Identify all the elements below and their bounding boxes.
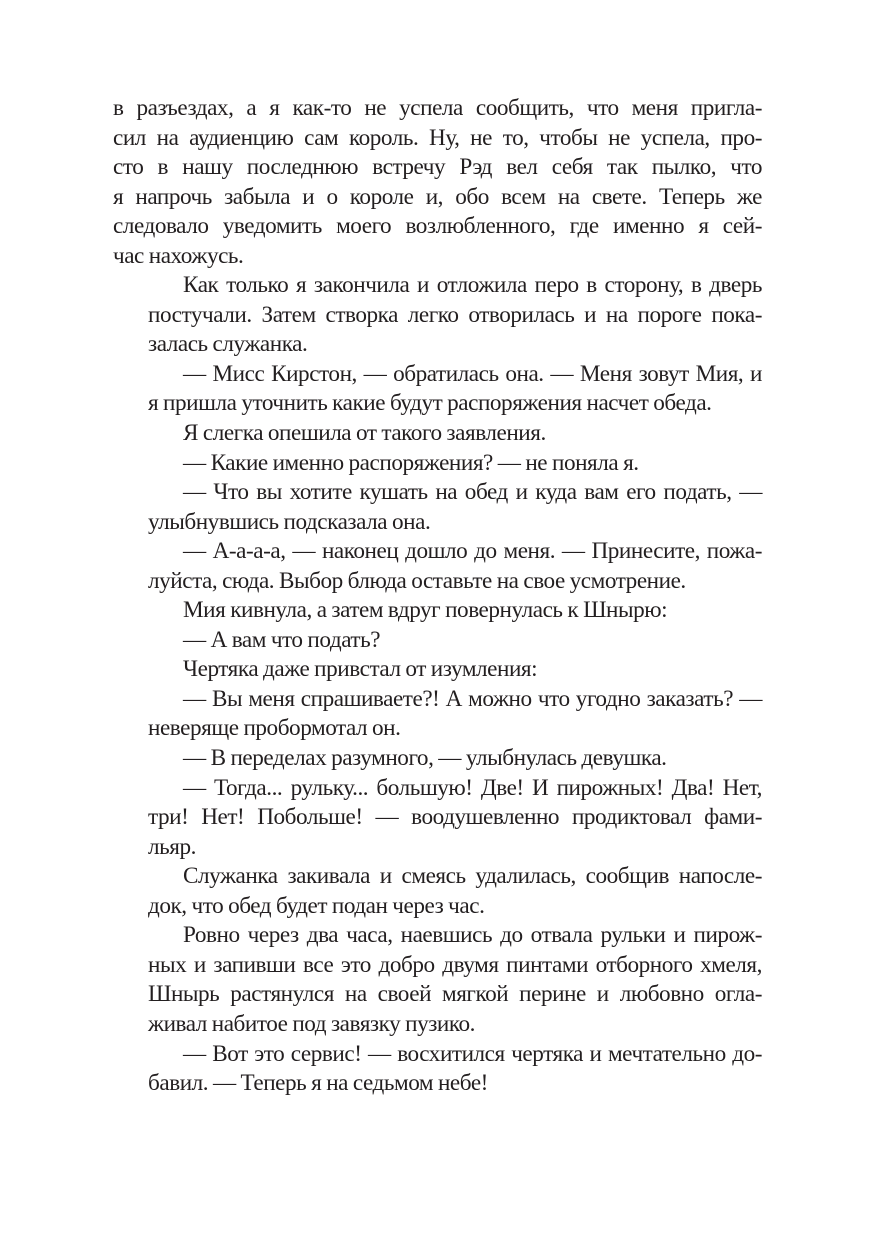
text-line: — Вот это сервис! — восхитился чертяка и мечтательно до-	[183, 1040, 762, 1067]
text-line: живал набитое под завязку пузико.	[148, 1010, 476, 1037]
text-line: Мия кивнула, а затем вдруг повернулась к Шнырю:	[183, 597, 668, 624]
paragraph	[113, 1040, 762, 1099]
text-line: Я слегка опешила от такого заявления.	[183, 420, 546, 447]
text-line: — Что вы хотите кушать на обед и куда вам его подать, —	[183, 479, 762, 506]
paragraph	[113, 596, 762, 626]
text-line: улыбнувшись подсказала она.	[148, 508, 431, 535]
text-line: сто в нашу последнюю встречу Рэд вел себя так пылко, что	[113, 154, 762, 181]
paragraph	[113, 271, 762, 360]
text-line: — Тогда... рульку... большую! Две! И пирожных! Два! Нет,	[183, 774, 762, 801]
text-line: — Мисс Кирстон, — обратилась она. — Меня зовут Мия, и	[183, 360, 762, 387]
text-line: Служанка закивала и смеясь удалилась, сообщив напосле-	[183, 863, 762, 890]
paragraph	[113, 655, 762, 685]
text-line: залась служанка.	[148, 331, 308, 358]
text-line: Чертяка даже привстал от изумления:	[183, 656, 538, 683]
text-line: Шнырь растянулся на своей мягкой перине и любовно огла-	[148, 981, 762, 1008]
paragraph	[113, 921, 762, 1039]
paragraph	[113, 862, 762, 921]
text-line: следовало уведомить моего возлюбленного, где именно я сей-	[113, 213, 762, 240]
text-line: льяр.	[148, 833, 196, 860]
text-line: док, что обед будет подан через час.	[148, 892, 485, 919]
paragraph	[113, 360, 762, 419]
text-line: в разъездах, а я как-то не успела сообщить, что меня пригла-	[113, 95, 762, 121]
text-line: ных и запивши все это добро двумя пинтами отборного хмеля,	[148, 951, 762, 978]
text-line: Ровно через два часа, наевшись до отвала рульки и пирож-	[183, 922, 762, 949]
text-line: — Какие именно распоряжения? — не поняла я.	[183, 449, 639, 476]
paragraph	[113, 449, 762, 479]
text-line: луйста, сюда. Выбор блюда оставьте на свое усмотрение.	[148, 567, 686, 594]
text-line: три! Нет! Побольше! — воодушевленно продиктовал фами-	[148, 804, 762, 831]
body-text	[113, 94, 762, 1099]
text-line: неверяще пробормотал он.	[148, 715, 401, 742]
paragraph	[113, 94, 762, 271]
text-line: бавил. — Теперь я на седьмом небе!	[148, 1070, 488, 1097]
text-line: — А-а-а-а, — наконец дошло до меня. — Принесите, пожа-	[183, 538, 762, 565]
paragraph	[113, 478, 762, 537]
text-line: я пришла уточнить какие будут распоряжения насчет обеда.	[148, 390, 712, 417]
paragraph	[113, 744, 762, 774]
text-line: — А вам что подать?	[183, 626, 381, 653]
paragraph	[113, 419, 762, 449]
text-line: час нахожусь.	[113, 242, 244, 269]
paragraph	[113, 685, 762, 744]
paragraph	[113, 537, 762, 596]
text-line: постучали. Затем створка легко отворилась и на пороге пока-	[148, 301, 762, 328]
text-line: сил на аудиенцию сам король. Ну, не то, чтобы не успела, про-	[113, 124, 762, 151]
paragraph	[113, 774, 762, 863]
text-line: Как только я закончила и отложила перо в сторону, в дверь	[183, 272, 762, 299]
paragraph	[113, 626, 762, 656]
text-line: я напрочь забыла и о короле и, обо всем на свете. Теперь же	[113, 183, 762, 210]
text-line: — Вы меня спрашиваете?! А можно что угодно заказать? —	[183, 685, 762, 712]
text-line: — В переделах разумного, — улыбнулась девушка.	[183, 745, 667, 772]
